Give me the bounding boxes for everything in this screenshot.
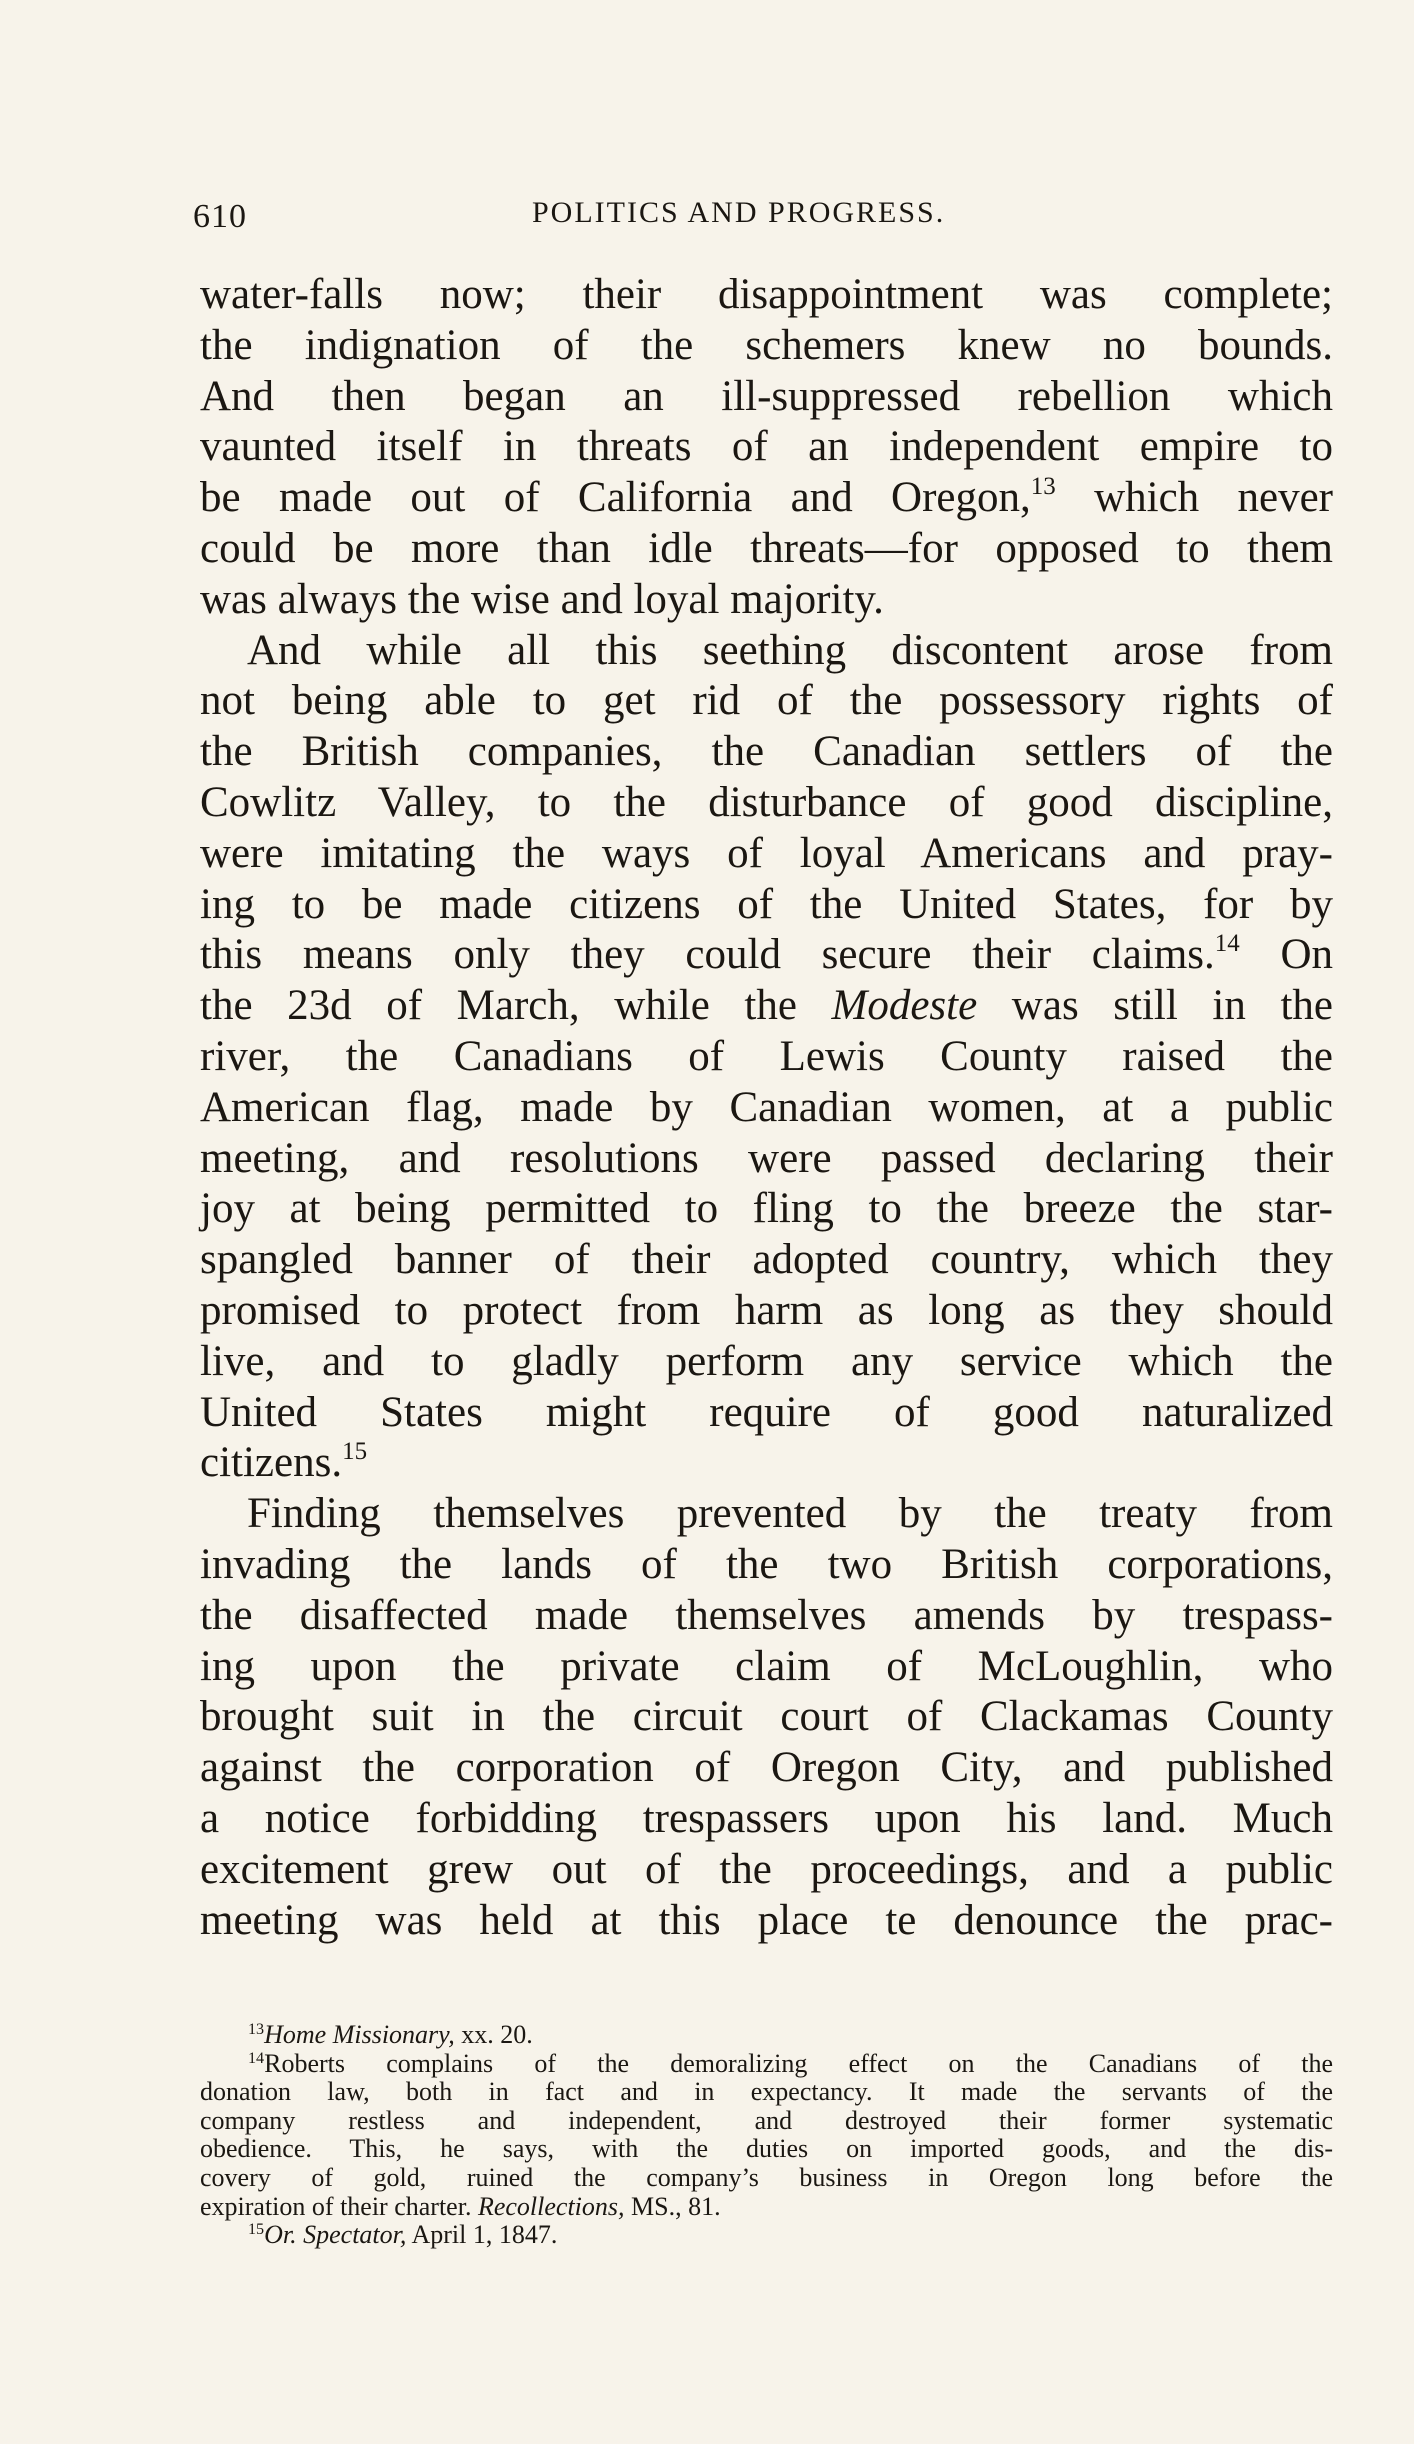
footnote-source-italic: Or. Spectator, [264,2220,407,2250]
footnote-text: expiration of their charter. [200,2191,478,2221]
footnote-number: 13 [248,2021,265,2039]
body-line [200,930,1333,981]
body-line: vaunted itself in threats of an independent empire to [200,423,1333,471]
footnote-line: covery of gold, ruined the company’s business in Oregon long before the [200,2162,1333,2192]
body-text-segment: which never [1055,474,1334,522]
body-line: meeting, and resolutions were passed declaring their [200,1134,1333,1182]
body-line: not being able to get rid of the possessory rights of [200,677,1333,725]
footnote-13 [200,2021,1333,2050]
footnote-line: donation law, both in fact and in expectancy. It made the servants of the [200,2077,1333,2107]
body-text-segment: citizens. [200,1439,343,1487]
footnote-ref-13: 13 [1030,472,1056,500]
body-line: water-falls now; their disappointment was complete; [200,271,1333,318]
footnotes [200,2021,1333,2250]
body-line: live, and to gladly perform any service which the [200,1337,1333,1385]
footnote-text: MS., 81. [624,2191,721,2221]
body-line: meeting was held at this place te denounce the prac- [200,1896,1333,1944]
body-text-segment: this means only they could secure their claims. [200,931,1215,979]
body-line: against the corporation of Oregon City, and published [200,1744,1333,1792]
body-line: the disaffected made themselves amends by trespass- [200,1591,1333,1639]
body-text-segment: was still in the [977,982,1334,1030]
footnote-text: Roberts complains of the demoralizing effect on the Canadians of the [264,2048,1333,2078]
footnote-number: 14 [248,2049,265,2067]
footnote-text: April 1, 1847. [406,2220,558,2250]
body-line: ing upon the private claim of McLoughlin, who [200,1642,1333,1690]
ship-name-italic: Modeste [831,982,978,1030]
paragraph-start: And while all this seething discontent arose from [247,626,1333,674]
body-line: joy at being permitted to fling to the breeze the star- [200,1185,1333,1233]
body-line: excitement grew out of the proceedings, and a public [200,1845,1333,1893]
page-header [0,190,1414,250]
body-text-segment: the 23d of March, while the [200,982,832,1030]
footnote-line [200,2193,1333,2222]
body-line [200,981,1333,1032]
body-line: the British companies, the Canadian settlers of the [200,728,1333,776]
footnote-text: xx. 20. [454,2020,533,2049]
body-line: United States might require of good naturalized [200,1388,1333,1436]
footnote-source-italic: Home Missionary, [264,2020,455,2049]
body-line: river, the Canadians of Lewis County raised the [200,1032,1333,1080]
body-line: a notice forbidding trespassers upon his land. Much [200,1794,1333,1842]
body-line: could be more than idle threats—for opposed to them [200,524,1333,572]
footnote-line: obedience. This, he says, with the duties on imported goods, and the dis- [200,2134,1333,2164]
body-line [200,473,1333,524]
body-text [200,270,1333,1946]
body-line: spangled banner of their adopted country, which they [200,1236,1333,1284]
body-line [200,1438,1333,1489]
footnote-ref-14: 14 [1214,929,1240,957]
footnote-line: company restless and independent, and destroyed their former systematic [200,2105,1333,2135]
footnote-15 [200,2221,1333,2250]
body-line: ing to be made citizens of the United States, for by [200,880,1333,928]
running-head: POLITICS AND PROGRESS. [532,196,946,229]
body-text-segment: be made out of California and Oregon, [200,474,1031,522]
body-line: was always the wise and loyal majority. [200,575,884,623]
body-line: the indignation of the schemers knew no bounds. [200,321,1333,369]
body-line: American flag, made by Canadian women, at a public [200,1083,1333,1131]
footnote-ref-15: 15 [342,1437,368,1465]
footnote-14 [200,2050,1333,2079]
paragraph-start: Finding themselves prevented by the treaty from [247,1490,1333,1538]
footnote-source-italic: Recollections, [477,2191,625,2221]
body-line: Cowlitz Valley, to the disturbance of good discipline, [200,778,1333,826]
footnote-number: 15 [248,2221,265,2239]
body-text-segment: On [1239,931,1333,979]
body-line: were imitating the ways of loyal Americans and pray- [200,829,1333,877]
body-line: And then began an ill-suppressed rebellion which [200,372,1333,420]
body-line: promised to protect from harm as long as they should [200,1286,1333,1334]
body-line: invading the lands of the two British corporations, [200,1540,1333,1588]
body-line: brought suit in the circuit court of Clackamas County [200,1693,1333,1741]
page-number: 610 [193,198,247,235]
